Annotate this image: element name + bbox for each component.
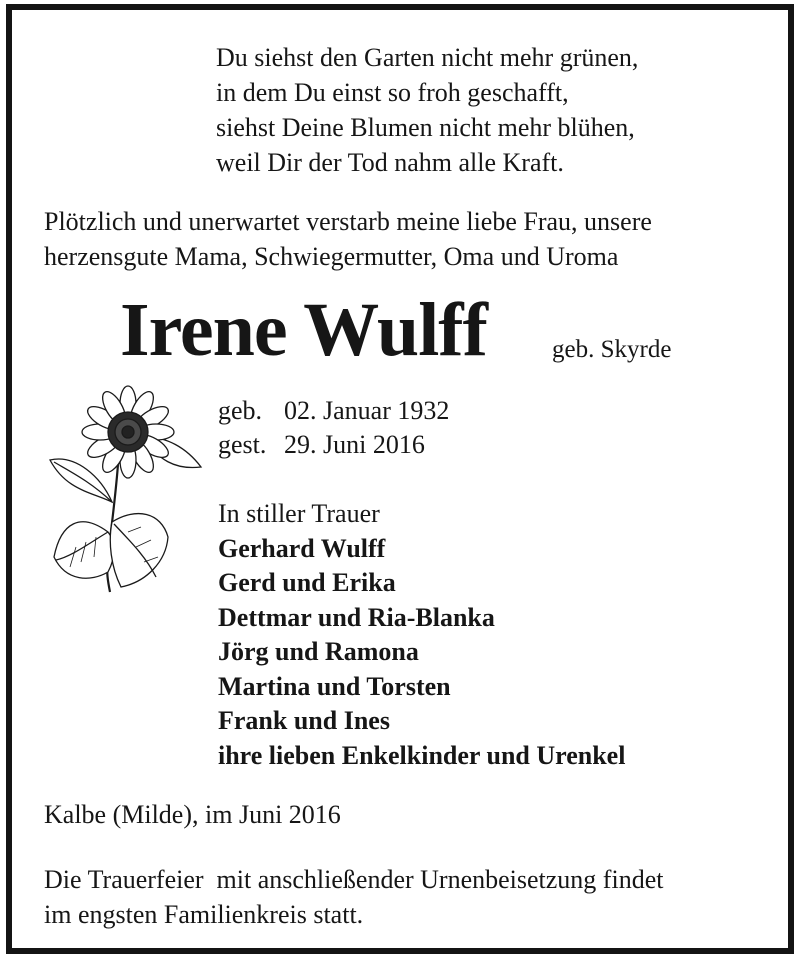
funeral-notice — [44, 862, 663, 932]
birth-date: 02. Januar 1932 — [284, 396, 450, 425]
poem-line: siehst Deine Blumen nicht mehr blühen, — [216, 113, 635, 142]
life-dates — [218, 394, 449, 462]
sunflower-icon — [46, 382, 206, 597]
deceased-name: Irene Wulff — [120, 288, 487, 372]
intro-text — [44, 204, 784, 274]
intro-line: Plötzlich und unerwartet verstarb meine liebe Frau, unsere — [44, 207, 652, 236]
death-label: gest. — [218, 430, 267, 459]
intro-line: herzensgute Mama, Schwiegermutter, Oma und Uroma — [44, 242, 619, 271]
mourners — [218, 497, 625, 773]
mourner-name: Martina und Torsten — [218, 671, 451, 701]
mourner-name: Gerhard Wulff — [218, 533, 386, 563]
poem — [216, 40, 638, 180]
notice-line: im engsten Familienkreis statt. — [44, 900, 364, 929]
death-row — [218, 428, 449, 462]
poem-line: Du siehst den Garten nicht mehr grünen, — [216, 43, 639, 72]
mourner-name: Frank und Ines — [218, 706, 390, 735]
mourning-heading: In stiller Trauer — [218, 499, 380, 528]
maiden-name: geb. Skyrde — [552, 336, 672, 363]
place-date: Kalbe (Milde), im Juni 2016 — [44, 800, 341, 829]
mourner-name: Jörg und Ramona — [218, 637, 419, 666]
obituary-frame — [6, 4, 794, 954]
mourner-name: ihre lieben Enkelkinder und Urenkel — [218, 740, 626, 770]
birth-label: geb. — [218, 396, 263, 425]
death-date: 29. Juni 2016 — [284, 430, 425, 459]
notice-line: Die Trauerfeier mit anschließender Urnenbeisetzung findet — [44, 865, 664, 894]
mourner-name: Gerd und Erika — [218, 568, 396, 597]
poem-line: weil Dir der Tod nahm alle Kraft. — [216, 148, 564, 177]
mourner-name: Dettmar und Ria-Blanka — [218, 602, 495, 632]
birth-row — [218, 394, 449, 428]
poem-line: in dem Du einst so froh geschafft, — [216, 78, 569, 107]
